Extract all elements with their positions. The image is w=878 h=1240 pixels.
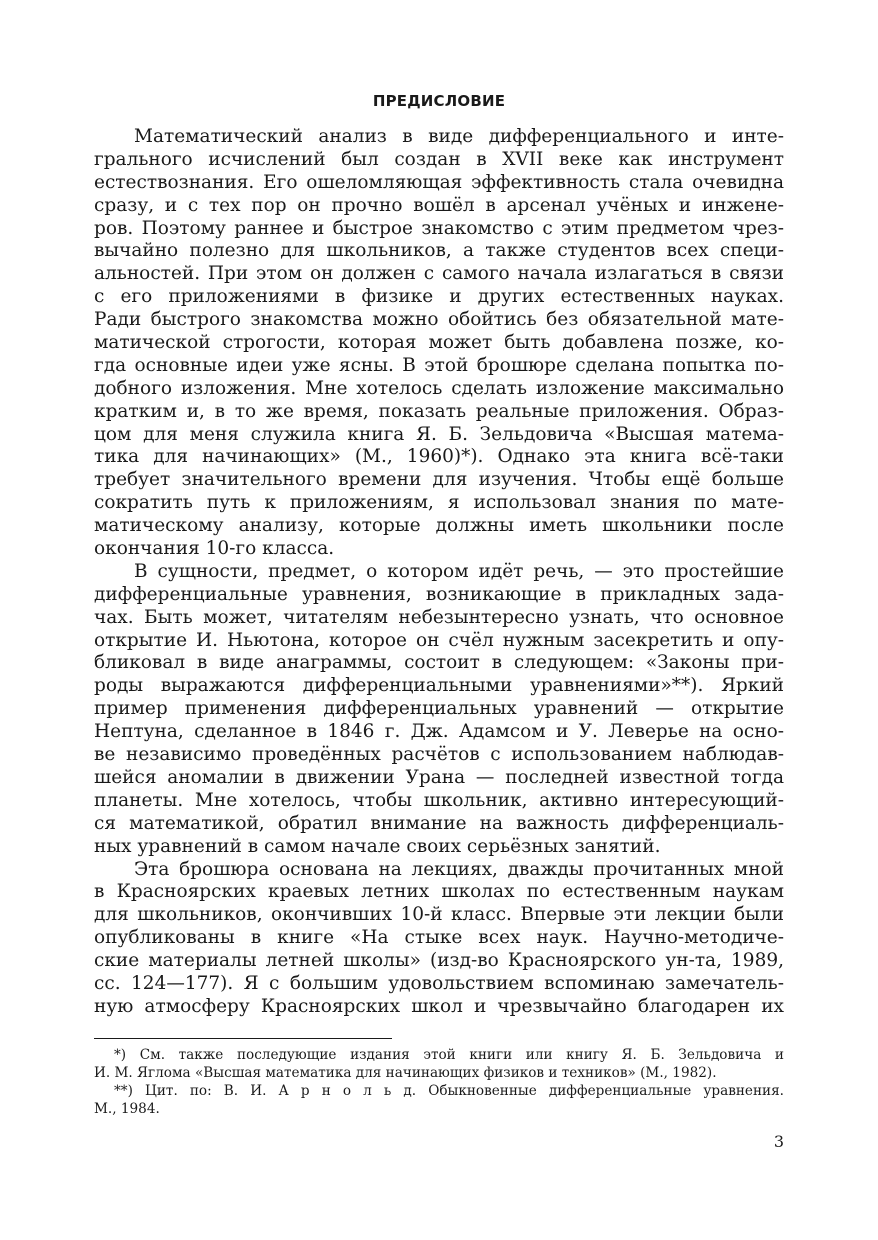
footnote-line: М., 1984. (94, 1101, 160, 1117)
text-line: тика для начинающих» (М., 1960)*). Однако эта книга всё-таки (94, 446, 784, 468)
text-line: гда основные идеи уже ясны. В этой брошюре сделана попытка по- (94, 354, 784, 376)
footnote-line: **) Цит. по: В. И. А р н о л ь д. Обыкновенные дифференциальные уравнения. (114, 1083, 784, 1099)
main-text (94, 126, 784, 1019)
text-line: для школьников, окончивших 10-й класс. Впервые эти лекции были (94, 904, 784, 926)
text-line: открытие И. Ньютона, которое он счёл нужным засекретить и опу- (94, 629, 784, 651)
text-line: дифференциальные уравнения, возникающие в прикладных зада- (94, 583, 784, 605)
text-line: ров. Поэтому раннее и быстрое знакомство с этим предметом чрез- (94, 217, 784, 239)
text-line: матической строгости, которая может быть добавлена позже, ко- (94, 332, 784, 354)
footnote-line: *) См. также последующие издания этой книги или книгу Я. Б. Зельдовича и (114, 1047, 784, 1063)
text-line: цом для меня служила книга Я. Б. Зельдовича «Высшая матема- (94, 423, 784, 445)
text-line: ную атмосферу Красноярских школ и чрезвычайно благодарен их (94, 995, 784, 1017)
text-line: ские материалы летней школы» (изд-во Красноярского ун-та, 1989, (94, 950, 784, 972)
text-line: с его приложениями в физике и других естественных науках. (94, 286, 784, 308)
text-line: кратким и, в то же время, показать реальные приложения. Образ- (94, 400, 784, 422)
text-line: грального исчислений был создан в XVII веке как инструмент (94, 148, 784, 170)
text-line: опубликованы в книге «На стыке всех наук. Научно-методиче- (94, 927, 784, 949)
text-line: ве независимо проведённых расчётов с использованием наблюдав- (94, 744, 784, 766)
text-line: требует значительного времени для изучения. Чтобы ещё больше (94, 469, 784, 491)
text-line: матическому анализу, которые должны иметь школьники после (94, 515, 784, 537)
text-line: в Красноярских краевых летних школах по естественным наукам (94, 881, 784, 903)
text-line: альностей. При этом он должен с самого начала излагаться в связи (94, 263, 784, 285)
text-line: естествознания. Его ошеломляющая эффективность стала очевидна (94, 171, 784, 193)
text-line: Ради быстрого знакомства можно обойтись без обязательной мате- (94, 309, 784, 331)
text-line: сс. 124—177). Я с большим удовольствием вспоминаю замечатель- (94, 972, 784, 994)
text-line: сократить путь к приложениям, я использовал знания по мате- (94, 492, 784, 514)
footnote-separator (94, 1038, 392, 1039)
text-line: шейся аномалии в движении Урана — последней известной тогда (94, 766, 784, 788)
text-line: вычайно полезно для школьников, а также студентов всех специ- (94, 240, 784, 262)
text-line: чах. Быть может, читателям небезынтересно узнать, что основное (94, 606, 784, 628)
text-line: В сущности, предмет, о котором идёт речь, — это простейшие (134, 560, 784, 582)
text-line: планеты. Мне хотелось, чтобы школьник, активно интересующий- (94, 789, 784, 811)
page-title: ПРЕДИСЛОВИЕ (372, 92, 506, 110)
text-line: добного изложения. Мне хотелось сделать изложение максимально (94, 377, 784, 399)
text-line: Математический анализ в виде дифференциального и инте- (134, 126, 784, 147)
page-number: 3 (773, 1132, 784, 1151)
footnote-line: И. М. Яглома «Высшая математика для начинающих физиков и техников» (М., 1982). (94, 1065, 717, 1081)
text-line: Эта брошюра основана на лекциях, дважды прочитанных мной (134, 858, 784, 880)
text-line: Нептуна, сделанное в 1846 г. Дж. Адамсом и У. Леверье на осно- (94, 721, 784, 743)
text-line: окончания 10-го класса. (94, 538, 335, 560)
footnotes (94, 1046, 784, 1118)
text-line: пример применения дифференциальных уравнений — открытие (94, 698, 784, 720)
text-line: ных уравнений в самом начале своих серьёзных занятий. (94, 835, 661, 857)
text-line: ся математикой, обратил внимание на важность дифференциаль- (94, 812, 784, 834)
text-line: роды выражаются дифференциальными уравнениями»**). Яркий (94, 675, 784, 697)
text-line: сразу, и с тех пор он прочно вошёл в арсенал учёных и инжене- (94, 194, 784, 216)
text-line: бликовал в виде анаграммы, состоит в следующем: «Законы при- (94, 652, 784, 674)
